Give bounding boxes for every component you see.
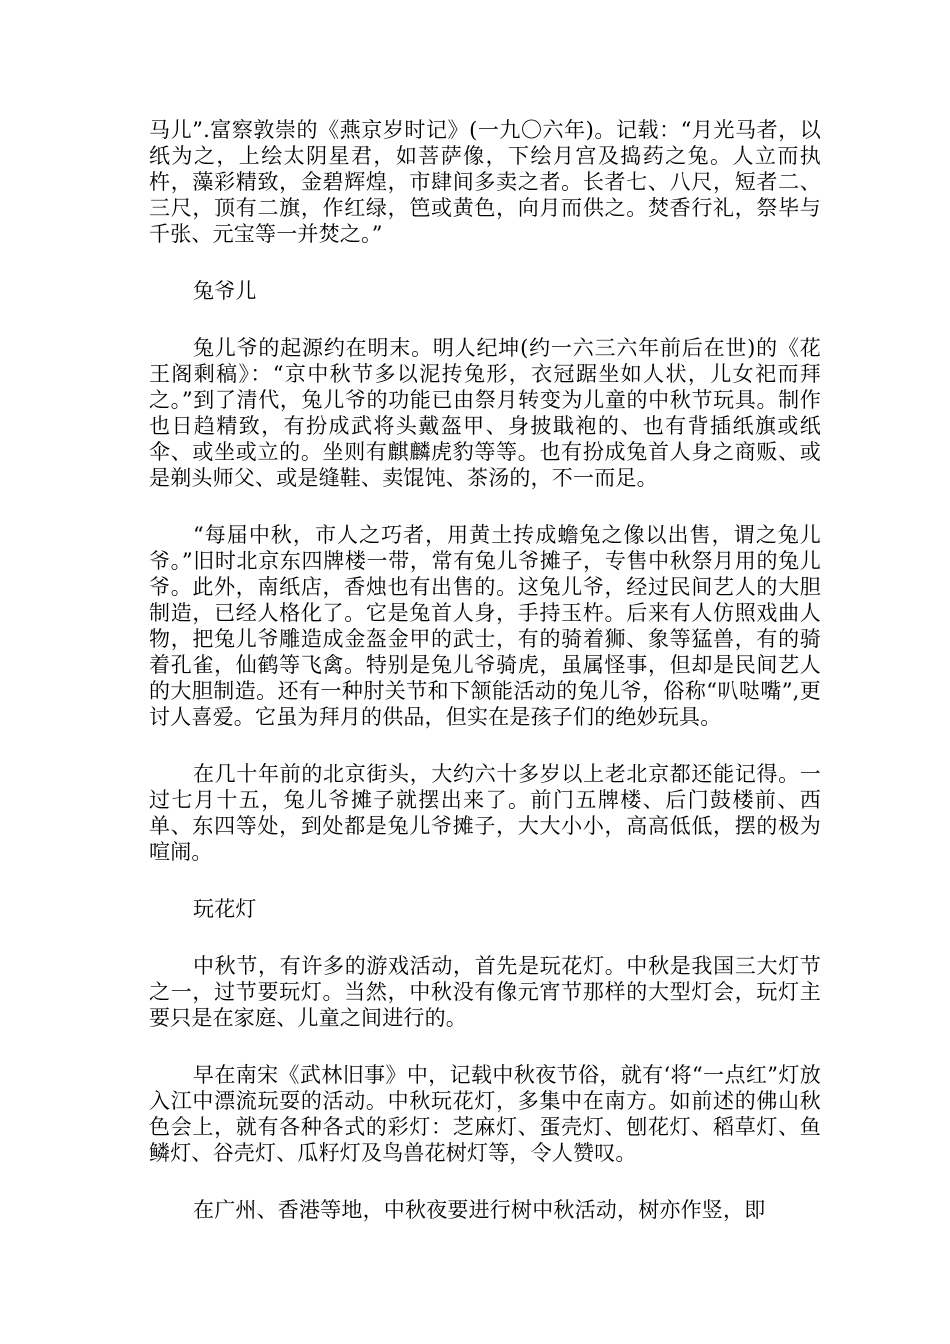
section-heading-rabbit-lord: 兔爷儿	[193, 279, 257, 303]
paragraph-moon-horse: 马儿”.富察敦崇的《燕京岁时记》(一九〇六年)。记载：“月光马者，以纸为之，上绘太阴星君，如菩萨像，下绘月宫及捣药之兔。人立而执杵，藻彩精致，金碧辉煌，市肆间多卖之者。长者七、八尺，短者二、三尺，顶有二旗，作红绿，笆或黄色，向月而供之。焚香行礼，祭毕与千张、元宝等一并焚之。”	[149, 118, 821, 246]
section-heading-lanterns: 玩花灯	[193, 897, 257, 921]
paragraph-rabbit-lord-stalls: 在几十年前的北京街头，大约六十多岁以上老北京都还能记得。一过七月十五，兔儿爷摊子就摆出来了。前门五牌楼、后门鼓楼前、西单、东四等处，到处都是兔儿爷摊子，大大小小，高高低低，摆的极为喧闹。	[149, 762, 821, 864]
paragraph-lanterns-guangzhou: 在广州、香港等地，中秋夜要进行树中秋活动，树亦作竖，即	[193, 1198, 766, 1222]
paragraph-rabbit-lord-description: “每届中秋，市人之巧者，用黄土抟成蟾兔之像以出售，谓之兔儿爷。”旧时北京东四牌楼一带，常有兔儿爷摊子，专售中秋祭月用的兔儿爷。此外，南纸店，香烛也有出售的。这兔儿爷，经过民间艺人的大胆制造，已经人格化了。它是兔首人身，手持玉杵。后来有人仿照戏曲人物，把兔儿爷雕造成金盔金甲的武士，有的骑着狮、象等猛兽，有的骑着孔雀，仙鹤等飞禽。特别是兔儿爷骑虎，虽属怪事，但却是民间艺人的大胆制造。还有一种肘关节和下颔能活动的兔儿爷，俗称“叭哒嘴”,更讨人喜爱。它虽为拜月的供品，但实在是孩子们的绝妙玩具。	[149, 523, 821, 729]
document-page	[149, 117, 821, 1254]
paragraph-lanterns-history: 早在南宋《武林旧事》中，记载中秋夜节俗，就有‘将“一点红”灯放入江中漂流玩耍的活动。中秋玩花灯，多集中在南方。如前述的佛山秋色会上，就有各种各式的彩灯：芝麻灯、蛋壳灯、刨花灯、稻草灯、鱼鳞灯、谷壳灯、瓜籽灯及鸟兽花树灯等，令人赞叹。	[149, 1063, 821, 1165]
paragraph-rabbit-lord-origin: 兔儿爷的起源约在明末。明人纪坤(约一六三六年前后在世)的《花王阁剩稿》：“京中秋节多以泥抟兔形，衣冠踞坐如人状，儿女祀而拜之。”到了清代，兔儿爷的功能已由祭月转变为儿童的中秋节玩具。制作也日趋精致，有扮成武将头戴盔甲、身披戢袍的、也有背插纸旗或纸伞、或坐或立的。坐则有麒麟虎豹等等。也有扮成兔首人身之商贩、或是剃头师父、或是缝鞋、卖馄饨、茶汤的，不一而足。	[149, 336, 821, 490]
paragraph-lanterns-intro: 中秋节，有许多的游戏活动，首先是玩花灯。中秋是我国三大灯节之一，过节要玩灯。当然，中秋没有像元宵节那样的大型灯会，玩灯主要只是在家庭、儿童之间进行的。	[149, 954, 821, 1030]
